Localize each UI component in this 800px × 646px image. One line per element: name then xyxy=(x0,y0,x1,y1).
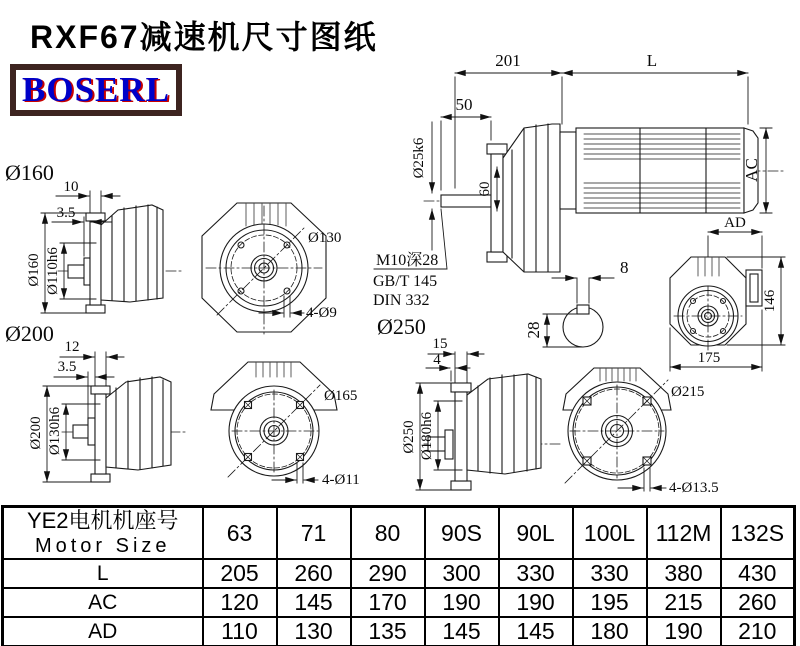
column-header: 90L xyxy=(499,507,573,560)
column-header: 71 xyxy=(277,507,351,560)
table-cell: 190 xyxy=(499,588,573,617)
table-header-motor-size xyxy=(3,507,203,560)
bolt-hole xyxy=(583,397,591,405)
table-cell: 380 xyxy=(647,559,721,588)
note-gb-standard: GB/T 145 xyxy=(373,273,438,290)
table-cell: 260 xyxy=(721,588,795,617)
row-label: AD xyxy=(3,617,203,646)
dim-bolt-circle-130: Ø130 xyxy=(308,230,342,246)
table-cell: 210 xyxy=(721,617,795,646)
column-header: 63 xyxy=(203,507,277,560)
dim-flange200-pilot: Ø130h6 xyxy=(47,406,63,456)
dim-175: 175 xyxy=(697,350,721,366)
page-title: RXF67减速机尺寸图纸 xyxy=(30,19,378,55)
label-flange160: Ø160 xyxy=(5,160,54,185)
output-rear-view xyxy=(670,215,785,371)
bolt-hole xyxy=(643,457,651,465)
table-cell: 205 xyxy=(203,559,277,588)
dim-key-height: 28 xyxy=(524,321,543,339)
dim-flange160-od: Ø160 xyxy=(26,253,42,287)
table-cell: 195 xyxy=(573,588,647,617)
table-cell: 180 xyxy=(573,617,647,646)
table-cell: 330 xyxy=(499,559,573,588)
dim-201: 201 xyxy=(495,51,521,70)
column-header: 100L xyxy=(573,507,647,560)
motor-size-table xyxy=(1,505,796,646)
dim-bolt-circle-165: Ø165 xyxy=(324,388,358,404)
boserl-logo-text: BOSERL xyxy=(22,70,170,109)
bolt-hole xyxy=(245,402,252,409)
dim-flange160-step2: 3.5 xyxy=(56,205,76,221)
row-label: AC xyxy=(3,588,203,617)
column-header: 90S xyxy=(425,507,499,560)
dim-holes-11: 4-Ø11 xyxy=(322,472,360,488)
table-cell: 170 xyxy=(351,588,425,617)
header-cn: YE2电机机座号 xyxy=(26,508,179,533)
table-row-AC xyxy=(3,588,795,617)
table-cell: 330 xyxy=(573,559,647,588)
dim-key-width: 8 xyxy=(620,258,629,277)
table-cell: 145 xyxy=(277,588,351,617)
dim-holes-13-5: 4-Ø13.5 xyxy=(669,480,719,496)
table-cell: 290 xyxy=(351,559,425,588)
flange250-side-view xyxy=(401,336,560,490)
table-cell: 135 xyxy=(351,617,425,646)
column-header: 112M xyxy=(647,507,721,560)
bolt-hole xyxy=(297,454,304,461)
dim-flange250-od: Ø250 xyxy=(401,420,417,454)
dim-flange160-step1: 10 xyxy=(63,179,79,195)
flange160-side-view xyxy=(26,179,182,313)
table-header-row xyxy=(3,507,795,560)
dim-flange250-pilot: Ø180h6 xyxy=(419,411,435,461)
table-cell: 145 xyxy=(425,617,499,646)
flange250-front-view xyxy=(563,368,719,496)
row-label: L xyxy=(3,559,203,588)
flange200-front-view xyxy=(211,362,360,488)
label-flange250: Ø250 xyxy=(377,314,426,339)
label-flange200: Ø200 xyxy=(5,321,54,346)
dim-AC: AC xyxy=(742,158,761,182)
table-cell: 190 xyxy=(425,588,499,617)
dim-146: 146 xyxy=(762,289,778,313)
table-cell: 120 xyxy=(203,588,277,617)
dim-flange250-step2: 4 xyxy=(433,352,441,368)
flange160-front-view xyxy=(202,203,341,334)
dim-flange200-od: Ø200 xyxy=(28,416,44,450)
table-row-L xyxy=(3,559,795,588)
dim-flange200-step2: 3.5 xyxy=(57,359,77,375)
dim-flange200-step1: 12 xyxy=(64,339,80,355)
table-cell: 145 xyxy=(499,617,573,646)
dim-60: 60 xyxy=(477,181,493,197)
shaft-end-notes xyxy=(373,209,447,309)
table-row-AD xyxy=(3,617,795,646)
dim-50: 50 xyxy=(455,95,473,114)
table-cell: 430 xyxy=(721,559,795,588)
dim-flange160-pilot: Ø110h6 xyxy=(45,247,61,295)
dim-L: L xyxy=(646,51,658,70)
dim-shaft-dia: Ø25k6 xyxy=(411,137,427,179)
header-en: Motor Size xyxy=(34,535,171,557)
main-assembly-view xyxy=(411,51,786,272)
dim-holes-9: 4-Ø9 xyxy=(306,305,337,321)
table-cell: 190 xyxy=(647,617,721,646)
flange200-side-view xyxy=(28,339,186,482)
table-cell: 260 xyxy=(277,559,351,588)
note-tap: M10深28 xyxy=(376,252,439,269)
table-cell: 300 xyxy=(425,559,499,588)
table-cell: 130 xyxy=(277,617,351,646)
column-header: 80 xyxy=(351,507,425,560)
dim-flange250-step1: 15 xyxy=(432,336,448,352)
dim-bolt-circle-215: Ø215 xyxy=(671,384,705,400)
note-din-standard: DIN 332 xyxy=(373,292,430,309)
table-cell: 215 xyxy=(647,588,721,617)
dim-AD: AD xyxy=(724,215,746,231)
column-header: 132S xyxy=(721,507,795,560)
table-cell: 110 xyxy=(203,617,277,646)
